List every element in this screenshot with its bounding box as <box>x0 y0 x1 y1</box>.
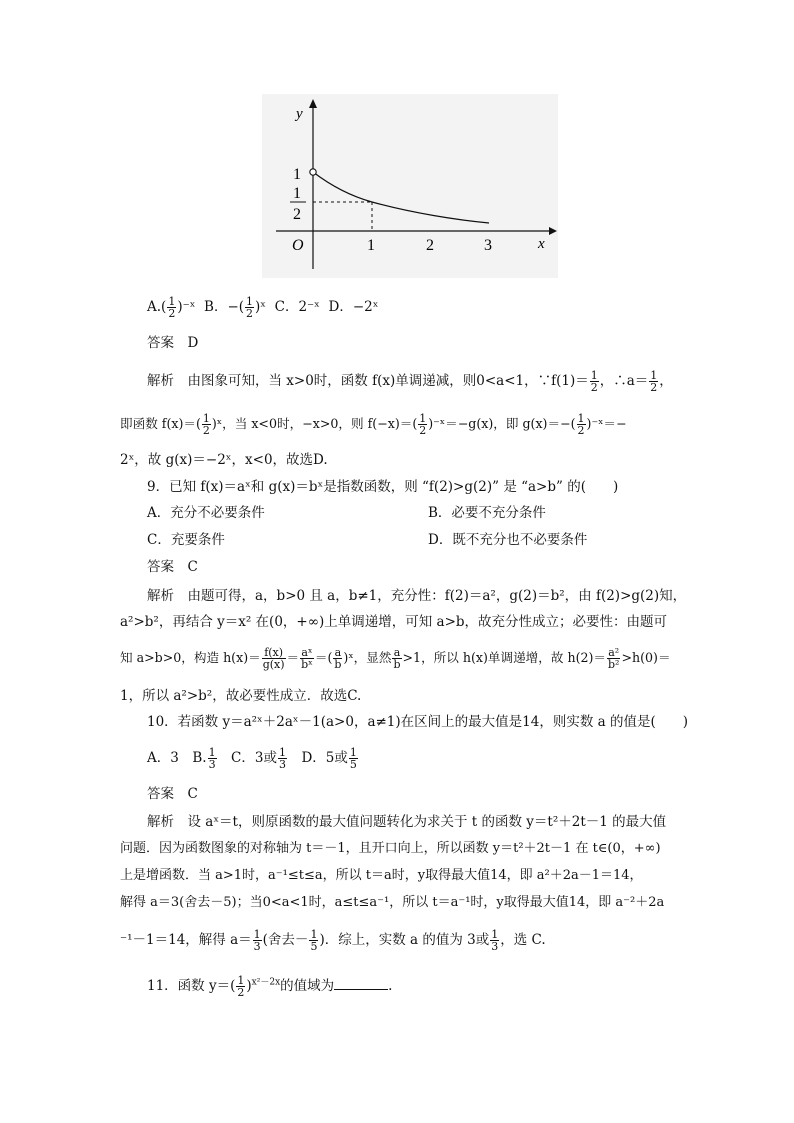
den: bˣ <box>301 658 313 671</box>
q8-options <box>147 296 378 319</box>
text: 即函数 f(x)＝( <box>120 416 201 431</box>
q8-answer: 答案 D <box>147 335 199 351</box>
num: a <box>334 646 342 659</box>
tick-x-3: 3 <box>484 237 492 254</box>
num: f(x) <box>262 647 286 659</box>
frac <box>300 647 314 670</box>
q9-optD: D．既不充分也不必要条件 <box>428 532 588 548</box>
x-axis-label: x <box>538 236 545 252</box>
frac <box>392 647 401 670</box>
q10-analysis-2: 问题．因为函数图象的对称轴为 t＝－1，且开口向上，所以函数 y＝t²＋2t－1 在 t∈(0，+∞) <box>120 841 661 856</box>
q10-stem: 10．若函数 y＝a²ˣ＋2aˣ－1(a>0，a≠1)在区间上的最大值是14，则实数 a 的值是( ) <box>147 714 689 730</box>
text: 的值域为 <box>280 978 335 994</box>
q9-optB: B．必要不充分条件 <box>428 505 546 521</box>
num: 1 <box>590 369 598 382</box>
num: a² <box>608 646 620 659</box>
q10-answer: 答案 C <box>147 786 198 802</box>
open-point <box>310 169 316 175</box>
tick-y-half-num: 1 <box>293 185 301 202</box>
frac <box>649 370 658 393</box>
text: (舍去－ <box>262 932 309 948</box>
num: aˣ <box>301 646 313 659</box>
num: 1 <box>202 412 210 425</box>
den: 3 <box>491 940 499 953</box>
q9-stem: 9．已知 f(x)＝aˣ和 g(x)＝bˣ是指数函数，则 “f(2)>g(2)” 是 “a>b” 的( ) <box>147 479 619 495</box>
num: 1 <box>577 412 585 425</box>
origin-label: O <box>292 237 304 254</box>
num: 1 <box>491 928 499 941</box>
q9-optA: A．充分不必要条件 <box>147 505 265 521</box>
text: ) <box>246 978 252 994</box>
num: 1 <box>237 974 245 987</box>
num: 1 <box>310 928 318 941</box>
den: b² <box>608 658 620 671</box>
den: 5 <box>349 758 357 771</box>
frac <box>607 647 620 670</box>
text: ，选 C. <box>500 932 546 948</box>
num: 1 <box>208 746 216 759</box>
num: 1 <box>253 928 261 941</box>
den: 2 <box>650 381 658 394</box>
q8-optB-suffix: )ˣ <box>255 299 267 315</box>
answer-blank[interactable] <box>334 979 388 990</box>
text: >1，所以 h(x)单调递增，故 h(2)＝ <box>402 650 606 665</box>
q9-analysis-2: a²>b²，再结合 y＝x² 在(0，+∞)上单调递增，可知 a>b，故充分性成立；必要性：由题可 <box>120 614 668 630</box>
text: ⁻¹－1＝14，解得 a＝ <box>120 932 252 948</box>
tick-y-half-den: 2 <box>293 206 301 223</box>
text: . <box>388 978 393 994</box>
q8-optC: C．2⁻ˣ <box>274 299 320 315</box>
text: >h(0)＝ <box>621 650 671 665</box>
num: 1 <box>349 746 357 759</box>
den: 5 <box>310 940 318 953</box>
tick-x-2: 2 <box>426 237 434 254</box>
graph-svg <box>262 94 558 278</box>
x-axis-arrow-icon <box>549 227 557 235</box>
y-axis-label: y <box>296 106 303 122</box>
den: 2 <box>577 424 585 437</box>
den: 2 <box>237 986 245 999</box>
num: 1 <box>650 369 658 382</box>
text: ，∴a＝ <box>599 373 649 389</box>
q9-analysis-4: 1，所以 a²>b²，故必要性成立．故选C. <box>120 688 362 704</box>
text: 知 a>b>0，构造 h(x)＝ <box>120 650 261 665</box>
q10-analysis-1: 解析 设 aˣ＝t，则原函数的最大值问题转化为求关于 t 的函数 y＝t²＋2t－1 的最大值 <box>147 814 667 830</box>
frac <box>202 413 211 436</box>
q10-options <box>147 747 359 770</box>
q9-answer: 答案 C <box>147 559 198 575</box>
text: )⁻ˣ＝− <box>586 416 627 431</box>
frac <box>577 413 586 436</box>
q8-analysis-3: 2ˣ，故 g(x)＝−2ˣ，x<0，故选D. <box>120 452 328 468</box>
exponent: x²－2x <box>251 977 281 988</box>
frac <box>590 370 599 393</box>
num: a <box>393 646 401 659</box>
q8-analysis-2 <box>120 413 627 436</box>
function-graph <box>262 94 558 278</box>
q8-analysis-1 <box>147 370 673 393</box>
text: )．综上，实数 a 的值为 3或 <box>319 932 490 948</box>
tick-y-1: 1 <box>293 166 301 183</box>
text: )ˣ，显然 <box>343 650 392 665</box>
q8-optD: D．−2ˣ <box>328 299 379 315</box>
q9-analysis-3 <box>120 647 671 670</box>
text: ＝ <box>286 650 300 665</box>
q10-analysis-5 <box>120 929 546 952</box>
text: ＝( <box>314 650 333 665</box>
y-axis-arrow-icon <box>309 99 317 108</box>
num: 1 <box>168 295 176 308</box>
den: b <box>334 658 342 671</box>
den: 2 <box>590 381 598 394</box>
den: 3 <box>253 940 261 953</box>
den: 3 <box>278 758 286 771</box>
tick-x-1: 1 <box>367 237 375 254</box>
curve-line <box>313 172 489 223</box>
q9-optC: C．充要条件 <box>147 532 225 548</box>
text: 11．函数 y＝( <box>147 978 236 994</box>
text: A．3 B. <box>147 750 207 766</box>
q8-optA-frac <box>167 296 176 319</box>
frac <box>490 929 499 952</box>
frac <box>309 929 318 952</box>
q8-optB-frac <box>245 296 254 319</box>
text: C．3或 <box>217 750 277 766</box>
den: 2 <box>246 307 254 320</box>
den: 3 <box>208 758 216 771</box>
q8-optA-prefix: A.( <box>147 299 167 315</box>
num: 1 <box>278 746 286 759</box>
frac <box>278 747 287 770</box>
frac <box>236 975 245 998</box>
q8-optA-suffix: )⁻ˣ <box>177 299 196 315</box>
den: b <box>393 658 401 671</box>
text: )⁻ˣ＝−g(x)，即 g(x)＝−( <box>428 416 576 431</box>
den: 2 <box>202 424 210 437</box>
num: 1 <box>419 412 427 425</box>
den: 2 <box>419 424 427 437</box>
frac <box>208 747 217 770</box>
q8-optB-prefix: B．−( <box>204 299 245 315</box>
frac <box>418 413 427 436</box>
q11-stem <box>147 975 392 998</box>
q9-analysis-1: 解析 由题可得，a，b>0 且 a，b≠1，充分性：f(2)＝a²，g(2)＝b²，由 f(2)>g(2)知， <box>147 588 687 604</box>
q10-analysis-4: 解得 a＝3(舍去－5)；当0<a<1时，a≤t≤a⁻¹，所以 t＝a⁻¹时，y取得最大值14，即 a⁻²＋2a <box>120 895 665 910</box>
frac <box>262 647 286 670</box>
text: D．5或 <box>287 750 348 766</box>
frac <box>253 929 262 952</box>
text: 解析 由图象可知，当 x>0时，函数 f(x)单调递减，则0<a<1，∵f(1)＝ <box>147 373 589 389</box>
num: 1 <box>246 295 254 308</box>
frac <box>349 747 358 770</box>
text: ， <box>659 373 673 389</box>
den: 2 <box>168 307 176 320</box>
den: g(x) <box>262 658 285 671</box>
frac <box>333 647 342 670</box>
q10-analysis-3: 上是增函数．当 a>1时，a⁻¹≤t≤a，所以 t＝a时，y取得最大值14，即 a²＋2a－1＝14， <box>120 868 643 883</box>
text: )ˣ，当 x<0时，−x>0，则 f(−x)＝( <box>211 416 418 431</box>
